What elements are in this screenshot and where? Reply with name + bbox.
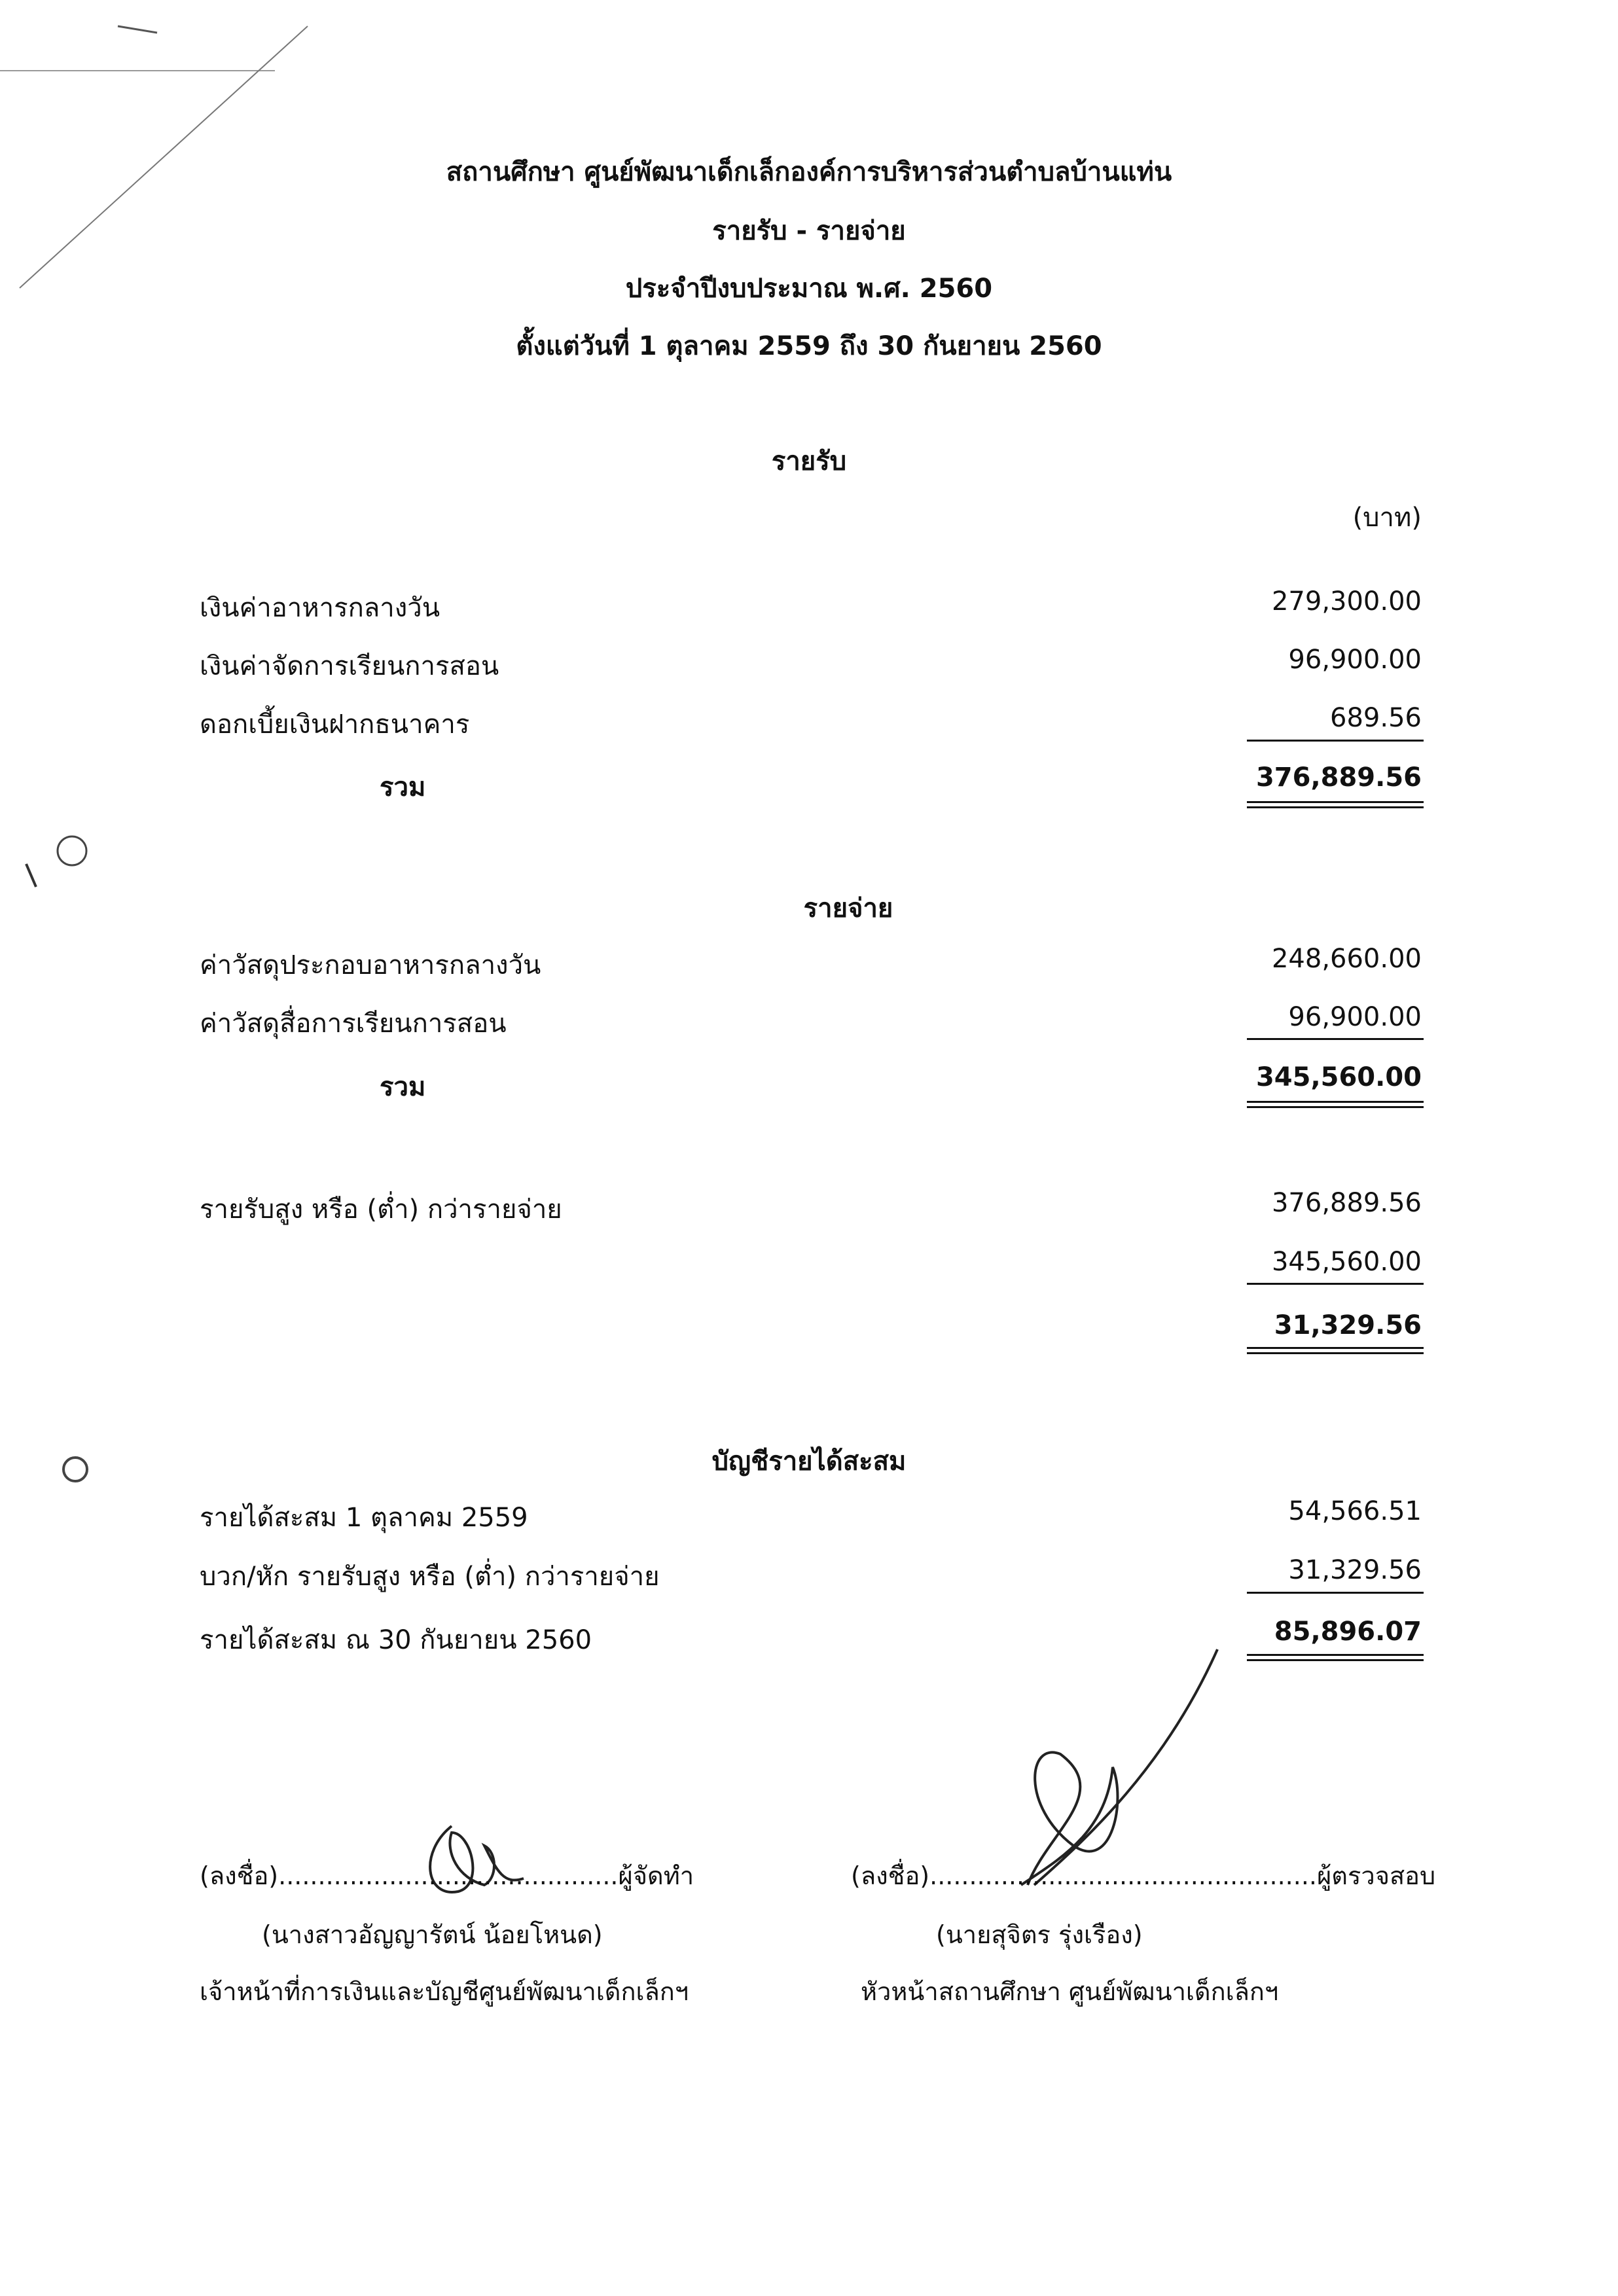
accumulated-double-rule-2 [1247,1659,1424,1661]
net-double-rule-2 [1247,1352,1424,1354]
income-item-label: เงินค่าจัดการเรียนการสอน [200,651,499,681]
income-total-label: รวม [380,772,426,802]
income-subtotal-rule [1247,740,1424,742]
left-signer-position: เจ้าหน้าที่การเงินและบัญชีศูนย์พัฒนาเด็กเล็กฯ [200,1977,689,2006]
expense-item-amount: 248,660.00 [1271,944,1422,974]
right-signer-name: (นายสุจิตร รุ่งเรือง) [936,1920,1143,1949]
left-signature-line [200,1856,694,1895]
period: ตั้งแต่วันที่ 1 ตุลาคม 2559 ถึง 30 กันยายน 2560 [516,331,1102,361]
expense-total-double-rule-1 [1247,1101,1424,1103]
expense-item-label: ค่าวัสดุสื่อการเรียนการสอน [200,1009,507,1039]
net-result-amount: 31,329.56 [1274,1310,1422,1340]
net-expense-amount: 345,560.00 [1271,1247,1422,1277]
expense-subtotal-rule [1247,1038,1424,1040]
right-signer-position: หัวหน้าสถานศึกษา ศูนย์พัฒนาเด็กเล็กฯ [861,1977,1279,2006]
net-income-amount: 376,889.56 [1271,1188,1422,1218]
fiscal-year: ประจำปีงบประมาณ พ.ศ. 2560 [625,274,993,304]
currency-unit: (บาท) [1352,503,1422,533]
expense-total-label: รวม [380,1072,426,1102]
income-total-double-rule-1 [1247,801,1424,803]
accumulated-double-rule-1 [1247,1654,1424,1656]
expense-total-double-rule-2 [1247,1106,1424,1108]
document-title: รายรับ - รายจ่าย [712,216,906,246]
net-label: รายรับสูง หรือ (ต่ำ) กว่ารายจ่าย [200,1194,562,1225]
accumulated-item-label: บวก/หัก รายรับสูง หรือ (ต่ำ) กว่ารายจ่าย [200,1562,660,1592]
left-sign-role: ผู้จัดทำ [618,1861,694,1890]
net-double-rule-1 [1247,1347,1424,1349]
accumulated-item-label: รายได้สะสม 1 ตุลาคม 2559 [200,1503,528,1533]
document-org-title: สถานศึกษา ศูนย์พัฒนาเด็กเล็กองค์การบริหารส่วนตำบลบ้านแท่น [446,157,1172,187]
accumulated-final-amount: 85,896.07 [1274,1617,1422,1647]
expense-total-amount: 345,560.00 [1255,1062,1422,1092]
right-sign-role: ผู้ตรวจสอบ [1317,1861,1436,1890]
income-heading: รายรับ [771,446,847,476]
income-item-label: เงินค่าอาหารกลางวัน [200,593,440,623]
expense-item-label: ค่าวัสดุประกอบอาหารกลางวัน [200,950,541,980]
scan-speck [118,26,157,33]
accumulated-item-amount: 54,566.51 [1288,1496,1422,1526]
income-item-label: ดอกเบี้ยเงินฝากธนาคาร [200,709,470,740]
expense-item-amount: 96,900.00 [1288,1002,1422,1032]
income-total-double-rule-2 [1247,806,1424,808]
right-signature-mark [1021,1649,1217,1885]
income-item-amount: 279,300.00 [1271,586,1422,617]
income-total-amount: 376,889.56 [1255,762,1422,793]
income-item-amount: 689.56 [1330,703,1422,733]
income-item-amount: 96,900.00 [1288,645,1422,675]
left-sign-prefix: (ลงชื่อ) [200,1861,279,1890]
right-sign-prefix: (ลงชื่อ) [851,1861,930,1890]
expense-heading: รายจ่าย [803,893,893,924]
scan-hole-mark [58,836,86,865]
accumulated-subtotal-rule [1247,1592,1424,1594]
accumulated-item-amount: 31,329.56 [1288,1555,1422,1585]
left-sign-dots: ........................................... [278,1861,619,1890]
accumulated-heading: บัญชีรายได้สะสม [711,1446,907,1477]
left-signer-name: (นางสาวอัญญารัตน์ น้อยโหนด) [262,1920,603,1949]
net-subtotal-rule [1247,1283,1424,1285]
right-signature-line [851,1856,1435,1895]
right-sign-dots: ................................................. [929,1861,1317,1890]
accumulated-final-label: รายได้สะสม ณ 30 กันยายน 2560 [200,1625,592,1655]
scan-tick [26,864,36,887]
